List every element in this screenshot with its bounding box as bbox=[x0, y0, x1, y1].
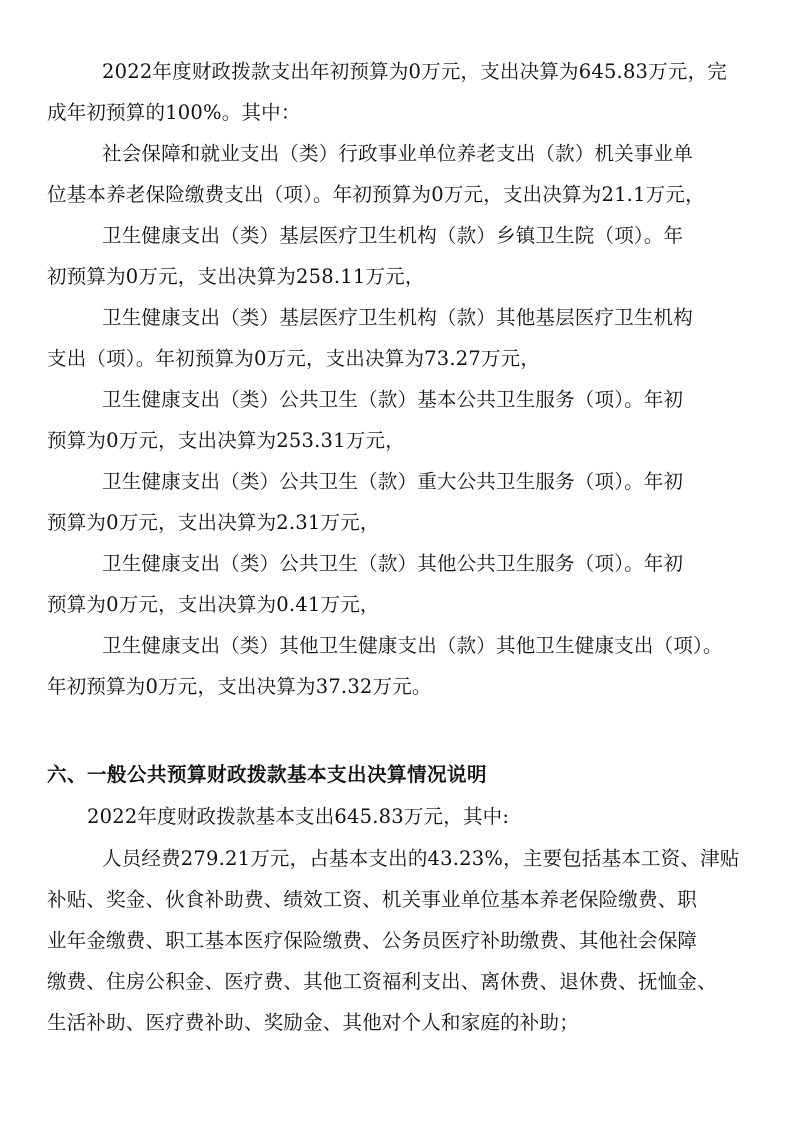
section5-item2-line1: 卫生健康支出（类）基层医疗卫生机构（款）乡镇卫生院（项）。年 bbox=[102, 224, 684, 247]
section5-item3-line1: 卫生健康支出（类）基层医疗卫生机构（款）其他基层医疗卫生机构 bbox=[102, 306, 694, 329]
section5-item6-line1: 卫生健康支出（类）公共卫生（款）其他公共卫生服务（项）。年初 bbox=[102, 552, 684, 575]
section5-item7-line1: 卫生健康支出（类）其他卫生健康支出（款）其他卫生健康支出（项）。 bbox=[102, 634, 723, 657]
section6-personnel-line1: 人员经费279.21万元，占基本支出的43.23%，主要包括基本工资、津贴 bbox=[102, 847, 740, 870]
section5-item3-line2: 支出（项）。年初预算为0万元，支出决算为73.27万元， bbox=[47, 347, 541, 370]
section5-item5-line1: 卫生健康支出（类）公共卫生（款）重大公共卫生服务（项）。年初 bbox=[102, 470, 684, 493]
section5-item7-line2: 年初预算为0万元，支出决算为37.32万元。 bbox=[47, 675, 432, 698]
section6-personnel-line3: 业年金缴费、职工基本医疗保险缴费、公务员医疗补助缴费、其他社会保障 bbox=[47, 929, 698, 952]
section5-intro-line2: 成年初预算的100%。其中： bbox=[47, 101, 301, 124]
section5-item2-line2: 初预算为0万元，支出决算为258.11万元， bbox=[47, 265, 425, 288]
section5-item4-line2: 预算为0万元，支出决算为253.31万元， bbox=[47, 429, 405, 452]
section6-heading: 六、一般公共预算财政拨款基本支出决算情况说明 bbox=[47, 763, 488, 786]
section5-item4-line1: 卫生健康支出（类）公共卫生（款）基本公共卫生服务（项）。年初 bbox=[102, 388, 684, 411]
section5-intro-line1: 2022年度财政拨款支出年初预算为0万元，支出决算为645.83万元，完 bbox=[102, 60, 727, 83]
section5-item1-line1: 社会保障和就业支出（类）行政事业单位养老支出（款）机关事业单 bbox=[102, 142, 694, 165]
section5-item5-line2: 预算为0万元，支出决算为2.31万元， bbox=[47, 511, 380, 534]
section6-personnel-line4: 缴费、住房公积金、医疗费、其他工资福利支出、离休费、退休费、抚恤金、 bbox=[47, 970, 717, 993]
section5-item6-line2: 预算为0万元，支出决算为0.41万元， bbox=[47, 593, 380, 616]
section6-personnel-line2: 补贴、奖金、伙食补助费、绩效工资、机关事业单位基本养老保险缴费、职 bbox=[47, 888, 698, 911]
section6-personnel-line5: 生活补助、医疗费补助、奖励金、其他对个人和家庭的补助； bbox=[47, 1011, 579, 1034]
section6-intro: 2022年度财政拨款基本支出645.83万元，其中: bbox=[87, 805, 510, 828]
section5-item1-line2: 位基本养老保险缴费支出（项）。年初预算为0万元，支出决算为21.1万元， bbox=[47, 183, 705, 206]
